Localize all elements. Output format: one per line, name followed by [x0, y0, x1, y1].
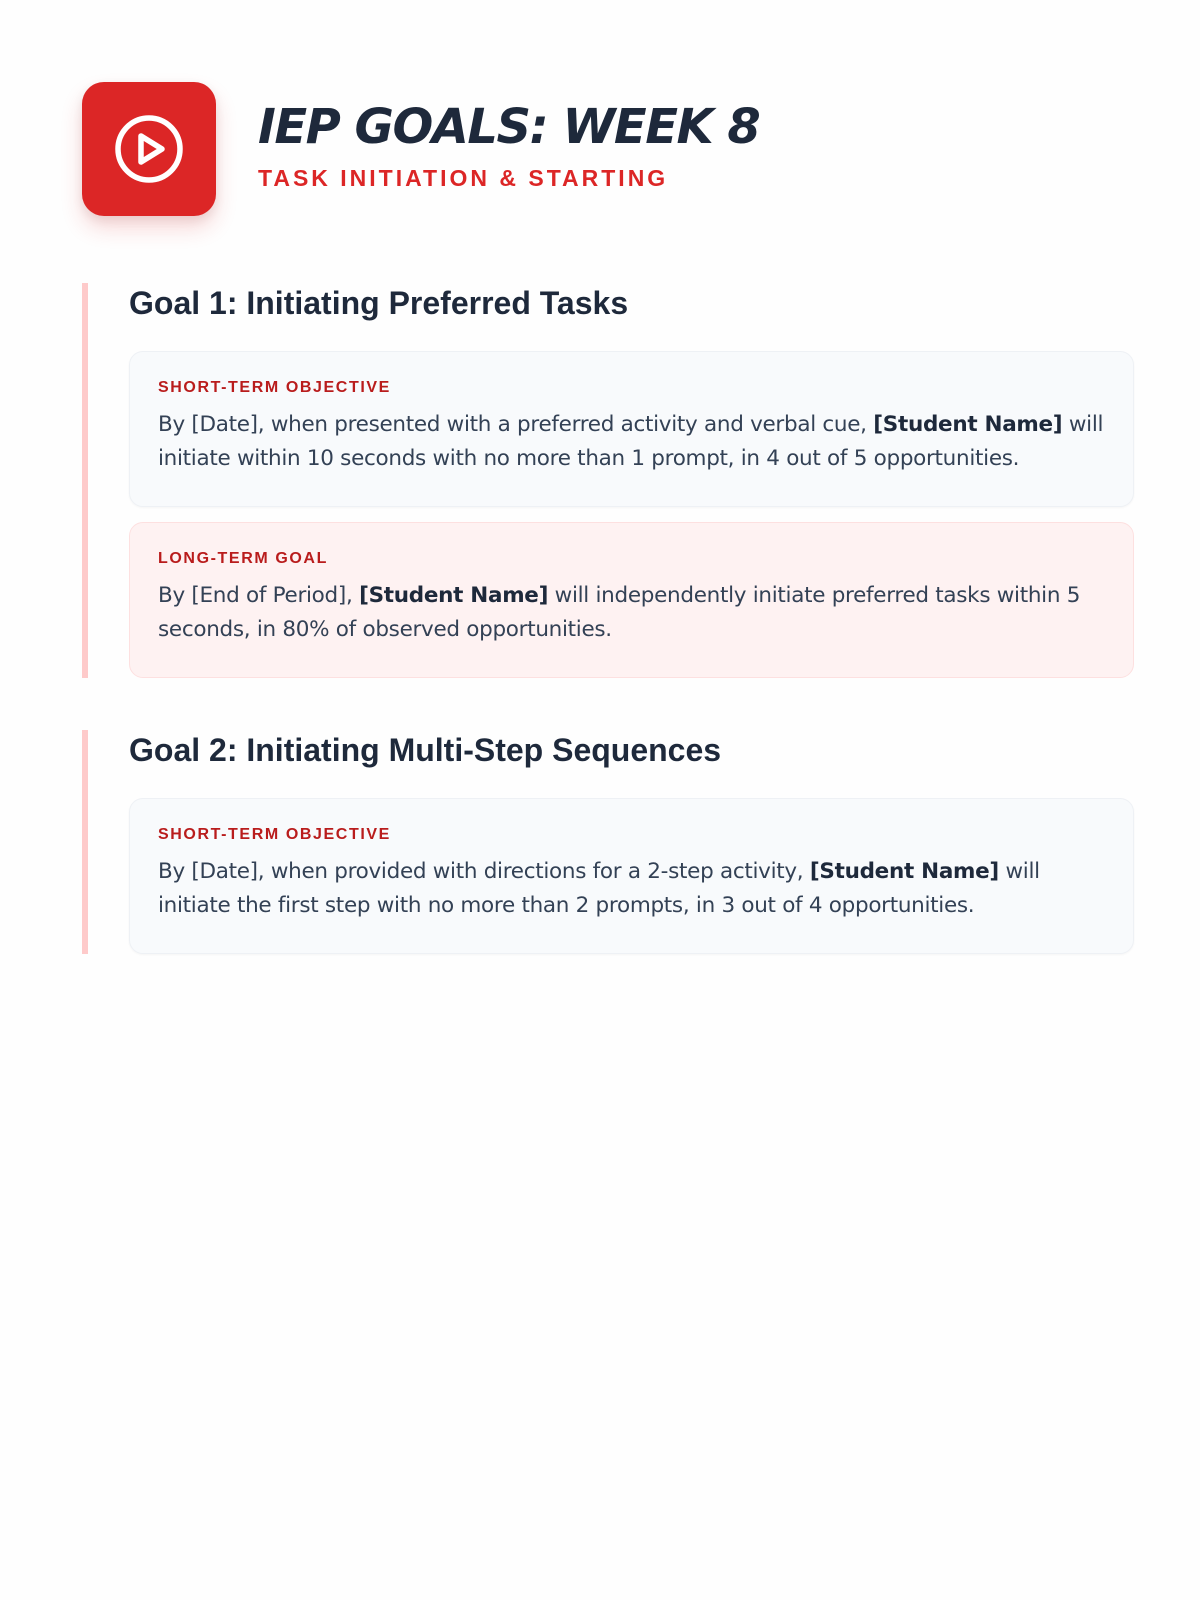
goal-title: Goal 2: Initiating Multi-Step Sequences — [129, 732, 722, 768]
goal-title: Goal 1: Initiating Preferred Tasks — [129, 285, 629, 321]
text-before: By [End of Period], — [158, 583, 353, 608]
card-label: SHORT-TERM OBJECTIVE — [158, 826, 391, 843]
header-titles — [258, 98, 760, 191]
short-term-objective-card — [129, 351, 1134, 507]
card-label: SHORT-TERM OBJECTIVE — [158, 379, 391, 396]
card-text — [158, 579, 1106, 647]
card-label: LONG-TERM GOAL — [158, 550, 328, 567]
student-name-placeholder: [Student Name] — [809, 859, 999, 884]
iep-document — [82, 82, 1134, 954]
goal-section-2 — [82, 730, 1134, 954]
long-term-goal-card — [129, 522, 1134, 678]
student-name-placeholder: [Student Name] — [873, 412, 1063, 437]
document-header — [82, 82, 1134, 216]
page-title: IEP GOALS: WEEK 8 — [258, 98, 760, 155]
text-after: will independently initiate preferred tasks within 5 seconds, in 80% of observed opportunities. — [158, 583, 1081, 642]
card-text — [158, 855, 1106, 923]
text-before: By [Date], when provided with directions for a 2-step activity, — [158, 859, 804, 884]
card-text — [158, 408, 1106, 476]
text-after: will initiate the first step with no more than 2 prompts, in 3 out of 4 opportunities. — [158, 859, 1040, 918]
text-after: will initiate within 10 seconds with no more than 1 prompt, in 4 out of 5 opportunities. — [158, 412, 1104, 471]
short-term-objective-card — [129, 798, 1134, 954]
goal-section-1 — [82, 283, 1134, 678]
page-subtitle: TASK INITIATION & STARTING — [258, 164, 669, 191]
play-circle-icon — [82, 82, 216, 216]
text-before: By [Date], when presented with a preferred activity and verbal cue, — [158, 412, 867, 437]
student-name-placeholder: [Student Name] — [359, 583, 549, 608]
